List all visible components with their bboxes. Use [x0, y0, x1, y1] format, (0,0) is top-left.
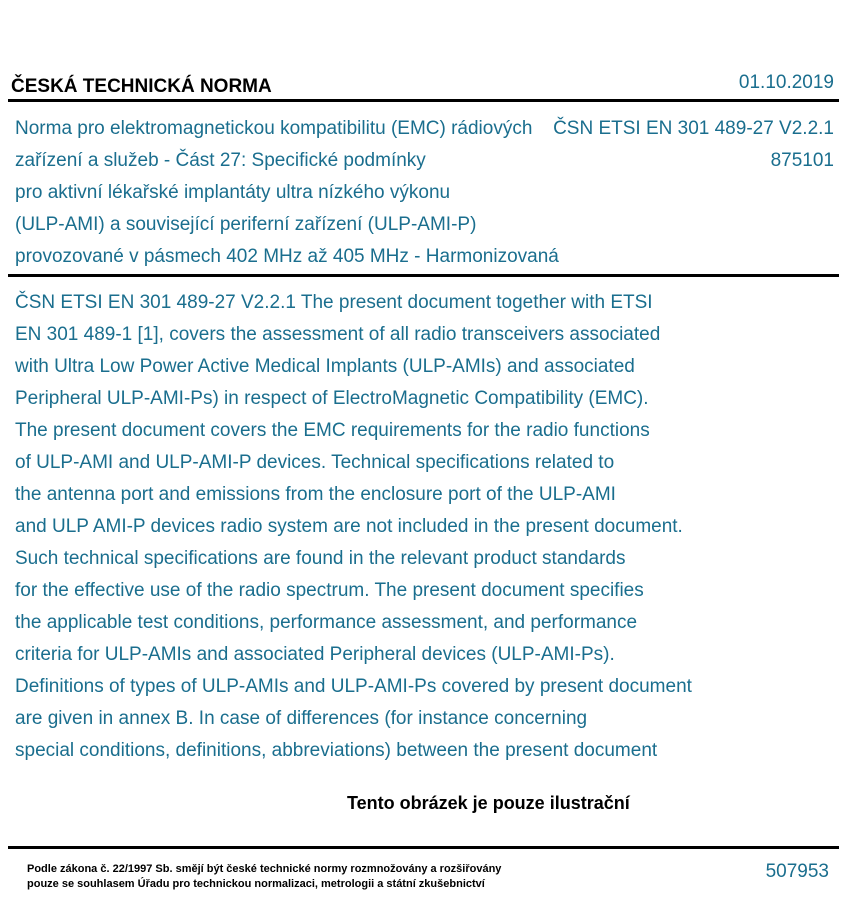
abstract-line: Peripheral ULP-AMI-Ps) in respect of ElectroMagnetic Compatibility (EMC).	[15, 388, 649, 409]
legal-notice-line: pouze se souhlasem Úřadu pro technickou normalizaci, metrologii a státní zkušebnictví	[27, 878, 485, 890]
abstract-line: The present document covers the EMC requirements for the radio functions	[15, 420, 650, 441]
abstract-line: are given in annex B. In case of differences (for instance concerning	[15, 708, 588, 729]
abstract-line: EN 301 489-1 [1], covers the assessment of all radio transceivers associated	[15, 324, 661, 345]
standard-title-line: provozované v pásmech 402 MHz až 405 MHz - Harmonizovaná	[15, 246, 559, 267]
norm-header-title: ČESKÁ TECHNICKÁ NORMA	[11, 76, 272, 97]
abstract-line: the antenna port and emissions from the enclosure port of the ULP-AMI	[15, 484, 616, 505]
abstract-line: Definitions of types of ULP-AMIs and ULP-AMI-Ps covered by present document	[15, 676, 692, 697]
abstract-line: for the effective use of the radio spectrum. The present document specifies	[15, 580, 644, 601]
abstract-line: ČSN ETSI EN 301 489-27 V2.2.1 The present document together with ETSI	[15, 292, 653, 313]
illustration-note: Tento obrázek je pouze ilustrační	[347, 793, 630, 813]
abstract-line: special conditions, definitions, abbreviations) between the present document	[15, 740, 658, 761]
title-divider	[8, 274, 839, 277]
abstract-line: and ULP AMI-P devices radio system are not included in the present document.	[15, 516, 683, 537]
abstract-line: Such technical specifications are found in the relevant product standards	[15, 548, 626, 569]
standard-title-line: Norma pro elektromagnetickou kompatibilitu (EMC) rádiových	[15, 118, 533, 139]
abstract-line: criteria for ULP-AMIs and associated Peripheral devices (ULP-AMI-Ps).	[15, 644, 615, 665]
standard-title-line: zařízení a služeb - Část 27: Specifické podmínky	[15, 150, 426, 171]
standard-title-line: pro aktivní lékařské implantáty ultra nízkého výkonu	[15, 182, 451, 203]
abstract-line: with Ultra Low Power Active Medical Implants (ULP-AMIs) and associated	[15, 356, 635, 377]
standard-class-number: 875101	[770, 150, 834, 171]
standard-code: ČSN ETSI EN 301 489-27 V2.2.1	[553, 118, 834, 139]
publication-date: 01.10.2019	[738, 72, 834, 93]
header-divider	[8, 99, 839, 102]
legal-notice-line: Podle zákona č. 22/1997 Sb. smějí být české technické normy rozmnožovány a rozšiřovány	[27, 863, 502, 875]
standard-title-line: (ULP-AMI) a související periferní zařízení (ULP-AMI-P)	[15, 214, 477, 235]
footer-divider	[8, 846, 839, 849]
document-number: 507953	[765, 861, 829, 882]
abstract-line: of ULP-AMI and ULP-AMI-P devices. Technical specifications related to	[15, 452, 615, 473]
abstract-line: the applicable test conditions, performance assessment, and performance	[15, 612, 638, 633]
